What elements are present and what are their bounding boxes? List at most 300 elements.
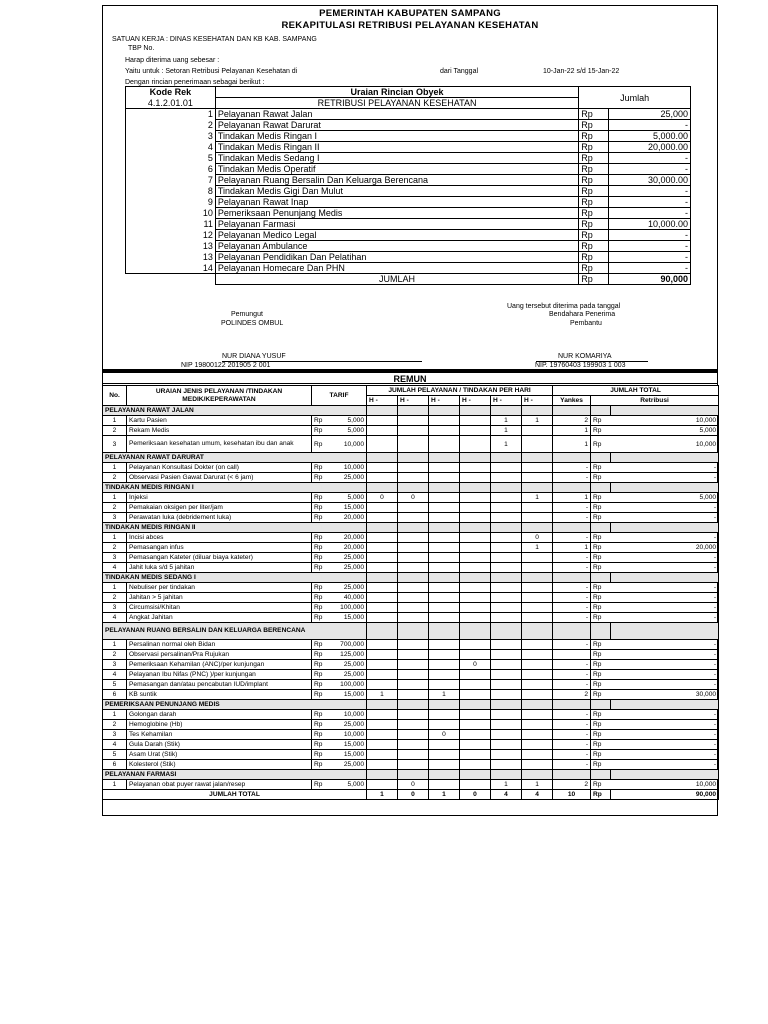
yankes-count: 1 bbox=[553, 493, 591, 503]
section-blank bbox=[460, 483, 491, 493]
day-count bbox=[460, 593, 491, 603]
retribusi-value: - bbox=[611, 740, 719, 750]
day-count bbox=[367, 640, 398, 650]
service-name: Persalinan normal oleh Bidan bbox=[127, 640, 312, 650]
service-no: 2 bbox=[103, 426, 127, 436]
gov-title: PEMERINTAH KABUPATEN SAMPANG bbox=[319, 8, 501, 19]
day-count bbox=[460, 463, 491, 473]
section-blank bbox=[460, 573, 491, 583]
total-h-6: 4 bbox=[522, 790, 553, 800]
section-blank bbox=[553, 523, 591, 533]
section-blank bbox=[367, 453, 398, 463]
day-count bbox=[429, 650, 460, 660]
tarif-value: 25,000 bbox=[323, 670, 367, 680]
section-blank bbox=[491, 453, 522, 463]
section-blank bbox=[367, 573, 398, 583]
day-count bbox=[460, 603, 491, 613]
retribusi-value: - bbox=[611, 670, 719, 680]
day-count bbox=[491, 690, 522, 700]
retribusi-rp: Rp bbox=[591, 690, 611, 700]
service-row bbox=[103, 603, 719, 613]
day-count bbox=[522, 740, 553, 750]
summary-row-name: Pelayanan Rawat Darurat bbox=[215, 120, 578, 131]
yankes-count: 1 bbox=[553, 436, 591, 453]
summary-row-rp: Rp bbox=[579, 142, 609, 153]
yankes-count: - bbox=[553, 583, 591, 593]
section-blank bbox=[398, 453, 429, 463]
service-row bbox=[103, 760, 719, 770]
day-count bbox=[429, 710, 460, 720]
pemungut-label: Pemungut bbox=[231, 311, 263, 318]
service-row bbox=[103, 493, 719, 503]
day-count bbox=[491, 533, 522, 543]
summary-table bbox=[125, 86, 691, 285]
service-name: Pelayanan Konsultasi Dokter (on call) bbox=[127, 463, 312, 473]
day-count bbox=[522, 613, 553, 623]
section-blank bbox=[367, 623, 398, 640]
section-blank bbox=[522, 623, 553, 640]
kode-rek-value: 4.1.2.01.01 bbox=[126, 98, 216, 109]
summary-row bbox=[126, 186, 691, 197]
retribusi-rp: Rp bbox=[591, 750, 611, 760]
section-blank bbox=[611, 573, 719, 583]
service-no: 5 bbox=[103, 750, 127, 760]
retribusi-value: - bbox=[611, 503, 719, 513]
yankes-count: - bbox=[553, 760, 591, 770]
section-blank bbox=[591, 573, 611, 583]
service-no: 1 bbox=[103, 533, 127, 543]
section-blank bbox=[522, 406, 553, 416]
section-blank bbox=[398, 406, 429, 416]
summary-row-rp: Rp bbox=[579, 230, 609, 241]
day-count bbox=[491, 650, 522, 660]
left-signer-nip: NIP 19800122 201905 2 001 bbox=[181, 362, 271, 369]
day-count bbox=[460, 563, 491, 573]
summary-row-no: 13 bbox=[126, 241, 216, 252]
day-count bbox=[367, 416, 398, 426]
day-count bbox=[429, 513, 460, 523]
summary-row-value: 25,000 bbox=[609, 109, 691, 120]
summary-row bbox=[126, 120, 691, 131]
service-no: 4 bbox=[103, 670, 127, 680]
section-blank bbox=[367, 483, 398, 493]
retribusi-rp: Rp bbox=[591, 426, 611, 436]
summary-row-rp: Rp bbox=[579, 219, 609, 230]
day-count bbox=[398, 730, 429, 740]
service-no: 2 bbox=[103, 543, 127, 553]
section-blank bbox=[553, 700, 591, 710]
section-blank bbox=[611, 623, 719, 640]
summary-row-value: - bbox=[609, 208, 691, 219]
summary-row-value: - bbox=[609, 241, 691, 252]
retribusi-rp: Rp bbox=[591, 593, 611, 603]
day-count bbox=[367, 463, 398, 473]
summary-row bbox=[126, 153, 691, 164]
day-count bbox=[398, 670, 429, 680]
retribusi-rp: Rp bbox=[591, 720, 611, 730]
tarif-value: 20,000 bbox=[323, 543, 367, 553]
day-count bbox=[522, 670, 553, 680]
yankes-count: - bbox=[553, 750, 591, 760]
day-count: 0 bbox=[367, 493, 398, 503]
col-jumlah-total: JUMLAH TOTAL bbox=[553, 386, 719, 396]
service-row bbox=[103, 553, 719, 563]
day-count bbox=[398, 553, 429, 563]
day-count bbox=[429, 740, 460, 750]
summary-row-value: - bbox=[609, 263, 691, 274]
day-count bbox=[522, 436, 553, 453]
day-count bbox=[398, 750, 429, 760]
retribusi-rp: Rp bbox=[591, 553, 611, 563]
section-blank bbox=[611, 453, 719, 463]
service-name: Jahitan > 5 jahitan bbox=[127, 593, 312, 603]
service-row bbox=[103, 613, 719, 623]
tarif-rp: Rp bbox=[312, 583, 323, 593]
retribusi-rp: Rp bbox=[591, 463, 611, 473]
total-h-3: 1 bbox=[429, 790, 460, 800]
day-count bbox=[398, 543, 429, 553]
service-row bbox=[103, 730, 719, 740]
service-no: 1 bbox=[103, 493, 127, 503]
summary-row-name: Tindakan Medis Ringan I bbox=[215, 131, 578, 142]
col-h-2: H - bbox=[398, 396, 429, 406]
day-count bbox=[429, 426, 460, 436]
service-name: Perawatan luka (debridement luka) bbox=[127, 513, 312, 523]
day-count bbox=[429, 760, 460, 770]
service-name: Kolesterol (Stik) bbox=[127, 760, 312, 770]
summary-row-no: 1 bbox=[126, 109, 216, 120]
tarif-rp: Rp bbox=[312, 533, 323, 543]
day-count bbox=[522, 563, 553, 573]
service-no: 3 bbox=[103, 513, 127, 523]
total-h-5: 4 bbox=[491, 790, 522, 800]
section-blank bbox=[553, 453, 591, 463]
yankes-count: - bbox=[553, 513, 591, 523]
summary-row-rp: Rp bbox=[579, 175, 609, 186]
service-row bbox=[103, 543, 719, 553]
day-count bbox=[522, 710, 553, 720]
yankes-count: 1 bbox=[553, 543, 591, 553]
summary-row-value: - bbox=[609, 164, 691, 175]
retribusi-value: - bbox=[611, 760, 719, 770]
day-count bbox=[460, 426, 491, 436]
tarif-value: 15,000 bbox=[323, 613, 367, 623]
section-blank bbox=[429, 770, 460, 780]
day-count bbox=[460, 513, 491, 523]
service-row bbox=[103, 780, 719, 790]
tarif-value: 5,000 bbox=[323, 493, 367, 503]
service-name: Pemeriksaan kesehatan umum, kesehatan ibu dan anak bbox=[127, 436, 312, 453]
service-no: 3 bbox=[103, 660, 127, 670]
service-name: Angkat Jahitan bbox=[127, 613, 312, 623]
retribusi-value: 30,000 bbox=[611, 690, 719, 700]
tarif-value: 25,000 bbox=[323, 720, 367, 730]
section-blank bbox=[522, 770, 553, 780]
day-count bbox=[367, 780, 398, 790]
col-uraian: URAIAN JENIS PELAYANAN /TINDAKAN MEDIK/KEPERAWATAN bbox=[127, 386, 312, 406]
tarif-value: 25,000 bbox=[323, 760, 367, 770]
summary-row bbox=[126, 131, 691, 142]
day-count bbox=[429, 563, 460, 573]
polindes-label: POLINDES OMBUL bbox=[221, 320, 284, 327]
section-blank bbox=[429, 573, 460, 583]
day-count bbox=[491, 503, 522, 513]
day-count bbox=[491, 563, 522, 573]
col-h-6: H - bbox=[522, 396, 553, 406]
day-count bbox=[398, 436, 429, 453]
service-name: Pelayanan Ibu Nifas (PNC) )/per kunjungan bbox=[127, 670, 312, 680]
day-count bbox=[398, 720, 429, 730]
service-name: Rekam Medis bbox=[127, 426, 312, 436]
section-blank bbox=[460, 453, 491, 463]
service-name: Jahit luka s/d 5 jahitan bbox=[127, 563, 312, 573]
retribusi-value: 10,000 bbox=[611, 416, 719, 426]
section-title: PELAYANAN FARMASI bbox=[103, 770, 367, 780]
day-count bbox=[522, 553, 553, 563]
section-blank bbox=[491, 573, 522, 583]
yankes-count: - bbox=[553, 613, 591, 623]
day-count bbox=[491, 513, 522, 523]
tarif-rp: Rp bbox=[312, 593, 323, 603]
day-count bbox=[460, 553, 491, 563]
day-count bbox=[491, 660, 522, 670]
day-count bbox=[367, 563, 398, 573]
yankes-count: - bbox=[553, 660, 591, 670]
day-count bbox=[460, 710, 491, 720]
day-count bbox=[460, 493, 491, 503]
service-no: 3 bbox=[103, 553, 127, 563]
summary-row bbox=[126, 219, 691, 230]
day-count bbox=[460, 503, 491, 513]
service-row bbox=[103, 690, 719, 700]
retribusi-rp: Rp bbox=[591, 740, 611, 750]
section-blank bbox=[611, 700, 719, 710]
day-count bbox=[429, 780, 460, 790]
summary-row-name: Pelayanan Rawat Inap bbox=[215, 197, 578, 208]
yankes-count: 2 bbox=[553, 416, 591, 426]
tarif-value: 25,000 bbox=[323, 660, 367, 670]
service-name: Nebuliser per tindakan bbox=[127, 583, 312, 593]
day-count bbox=[460, 583, 491, 593]
section-title: TINDAKAN MEDIS SEDANG I bbox=[103, 573, 367, 583]
day-count bbox=[398, 603, 429, 613]
day-count: 1 bbox=[491, 426, 522, 436]
summary-row-name: Pelayanan Ambulance bbox=[215, 241, 578, 252]
summary-row-rp: Rp bbox=[579, 186, 609, 197]
service-name: Pemasangan Kateter (diluar biaya kateter) bbox=[127, 553, 312, 563]
retribusi-value: - bbox=[611, 640, 719, 650]
section-blank bbox=[367, 770, 398, 780]
retribusi-value: - bbox=[611, 650, 719, 660]
day-count: 0 bbox=[398, 493, 429, 503]
retribusi-rp: Rp bbox=[591, 493, 611, 503]
retribusi-value: - bbox=[611, 553, 719, 563]
day-count bbox=[460, 416, 491, 426]
tarif-rp: Rp bbox=[312, 720, 323, 730]
section-blank bbox=[553, 623, 591, 640]
retribusi-value: - bbox=[611, 750, 719, 760]
service-no: 2 bbox=[103, 473, 127, 483]
summary-row-name: Tindakan Medis Ringan II bbox=[215, 142, 578, 153]
total-retribusi: 90,000 bbox=[611, 790, 719, 800]
satuan-kerja: SATUAN KERJA : DINAS KESEHATAN DAN KB KAB. SAMPANG bbox=[112, 36, 317, 43]
day-count bbox=[398, 760, 429, 770]
section-blank bbox=[367, 523, 398, 533]
tarif-value: 40,000 bbox=[323, 593, 367, 603]
col-h-5: H - bbox=[491, 396, 522, 406]
day-count: 0 bbox=[460, 660, 491, 670]
section-blank bbox=[553, 770, 591, 780]
service-name: Injeksi bbox=[127, 493, 312, 503]
section-blank bbox=[460, 523, 491, 533]
day-count bbox=[398, 593, 429, 603]
day-count bbox=[460, 760, 491, 770]
service-row bbox=[103, 710, 719, 720]
summary-row bbox=[126, 175, 691, 186]
tarif-rp: Rp bbox=[312, 780, 323, 790]
tarif-value: 10,000 bbox=[323, 730, 367, 740]
yankes-count: - bbox=[553, 710, 591, 720]
summary-row-no: 6 bbox=[126, 164, 216, 175]
day-count bbox=[491, 553, 522, 563]
summary-row-no: 10 bbox=[126, 208, 216, 219]
summary-row-name: Pelayanan Medico Legal bbox=[215, 230, 578, 241]
header-kode-rek: Kode Rek bbox=[126, 87, 216, 98]
retribusi-rp: Rp bbox=[591, 416, 611, 426]
day-count bbox=[398, 650, 429, 660]
day-count bbox=[522, 680, 553, 690]
summary-row-no: 4 bbox=[126, 142, 216, 153]
day-count bbox=[522, 760, 553, 770]
summary-row-value: 5,000.00 bbox=[609, 131, 691, 142]
service-no: 2 bbox=[103, 503, 127, 513]
yankes-count: - bbox=[553, 720, 591, 730]
service-no: 1 bbox=[103, 463, 127, 473]
section-blank bbox=[611, 483, 719, 493]
header-uraian: Uraian Rincian Obyek bbox=[215, 87, 578, 98]
section-blank bbox=[553, 406, 591, 416]
day-count bbox=[522, 750, 553, 760]
service-name: Gula Darah (Stik) bbox=[127, 740, 312, 750]
tarif-rp: Rp bbox=[312, 650, 323, 660]
summary-row-no: 9 bbox=[126, 197, 216, 208]
service-no: 2 bbox=[103, 650, 127, 660]
day-count bbox=[429, 473, 460, 483]
day-count bbox=[522, 473, 553, 483]
day-count bbox=[522, 650, 553, 660]
retribusi-rp: Rp bbox=[591, 710, 611, 720]
tarif-value: 5,000 bbox=[323, 780, 367, 790]
periode-text: 10-Jan-22 s/d 15-Jan-22 bbox=[543, 68, 620, 75]
day-count bbox=[429, 603, 460, 613]
tarif-rp: Rp bbox=[312, 640, 323, 650]
retribusi-rp: Rp bbox=[591, 760, 611, 770]
retribusi-value: - bbox=[611, 593, 719, 603]
day-count bbox=[460, 690, 491, 700]
service-name: Pelayanan obat puyer rawat jalan/resep bbox=[127, 780, 312, 790]
retribusi-value: 5,000 bbox=[611, 426, 719, 436]
service-no: 1 bbox=[103, 583, 127, 593]
day-count bbox=[398, 680, 429, 690]
total-h-1: 1 bbox=[367, 790, 398, 800]
section-blank bbox=[429, 483, 460, 493]
header-jumlah: Jumlah bbox=[579, 87, 691, 109]
section-title: PELAYANAN RUANG BERSALIN DAN KELUARGA BERENCANA bbox=[103, 623, 367, 640]
service-row bbox=[103, 593, 719, 603]
retribusi-rp: Rp bbox=[591, 436, 611, 453]
yankes-count: - bbox=[553, 503, 591, 513]
summary-row-no: 13 bbox=[126, 252, 216, 263]
section-blank bbox=[522, 453, 553, 463]
section-blank bbox=[491, 770, 522, 780]
day-count bbox=[491, 603, 522, 613]
day-count bbox=[460, 720, 491, 730]
day-count bbox=[460, 473, 491, 483]
day-count bbox=[460, 650, 491, 660]
retribusi-value: - bbox=[611, 710, 719, 720]
bendahara-label: Bendahara Penerima bbox=[549, 311, 616, 318]
retribusi-title: RETRIBUSI PELAYANAN KESEHATAN bbox=[215, 98, 578, 109]
day-count bbox=[491, 463, 522, 473]
jumlah-value: 90,000 bbox=[609, 274, 691, 285]
day-count bbox=[367, 613, 398, 623]
day-count bbox=[367, 710, 398, 720]
day-count bbox=[522, 583, 553, 593]
day-count bbox=[367, 740, 398, 750]
day-count bbox=[367, 436, 398, 453]
section-blank bbox=[491, 523, 522, 533]
summary-row-name: Pelayanan Farmasi bbox=[215, 219, 578, 230]
day-count bbox=[398, 563, 429, 573]
section-blank bbox=[522, 483, 553, 493]
retribusi-value: - bbox=[611, 613, 719, 623]
retribusi-value: - bbox=[611, 463, 719, 473]
day-count bbox=[491, 730, 522, 740]
section-blank bbox=[398, 700, 429, 710]
day-count bbox=[398, 416, 429, 426]
service-name: KB suntik bbox=[127, 690, 312, 700]
summary-row-no: 2 bbox=[126, 120, 216, 131]
section-title: TINDAKAN MEDIS RINGAN II bbox=[103, 523, 367, 533]
yankes-count: - bbox=[553, 473, 591, 483]
day-count bbox=[367, 553, 398, 563]
remun-table bbox=[102, 385, 719, 800]
summary-row-rp: Rp bbox=[579, 241, 609, 252]
summary-row-value: - bbox=[609, 120, 691, 131]
summary-row bbox=[126, 230, 691, 241]
tarif-value: 100,000 bbox=[323, 603, 367, 613]
summary-row-no: 12 bbox=[126, 230, 216, 241]
day-count bbox=[491, 670, 522, 680]
tarif-value: 125,000 bbox=[323, 650, 367, 660]
yankes-count bbox=[553, 650, 591, 660]
section-blank bbox=[553, 573, 591, 583]
service-row bbox=[103, 583, 719, 593]
day-count bbox=[522, 593, 553, 603]
day-count bbox=[367, 426, 398, 436]
service-name: Golongan darah bbox=[127, 710, 312, 720]
day-count bbox=[460, 780, 491, 790]
day-count: 1 bbox=[522, 416, 553, 426]
day-count bbox=[398, 740, 429, 750]
day-count bbox=[491, 640, 522, 650]
service-row bbox=[103, 436, 719, 453]
section-blank bbox=[429, 523, 460, 533]
tarif-rp: Rp bbox=[312, 740, 323, 750]
section-blank bbox=[611, 770, 719, 780]
tarif-rp: Rp bbox=[312, 670, 323, 680]
section-blank bbox=[398, 523, 429, 533]
